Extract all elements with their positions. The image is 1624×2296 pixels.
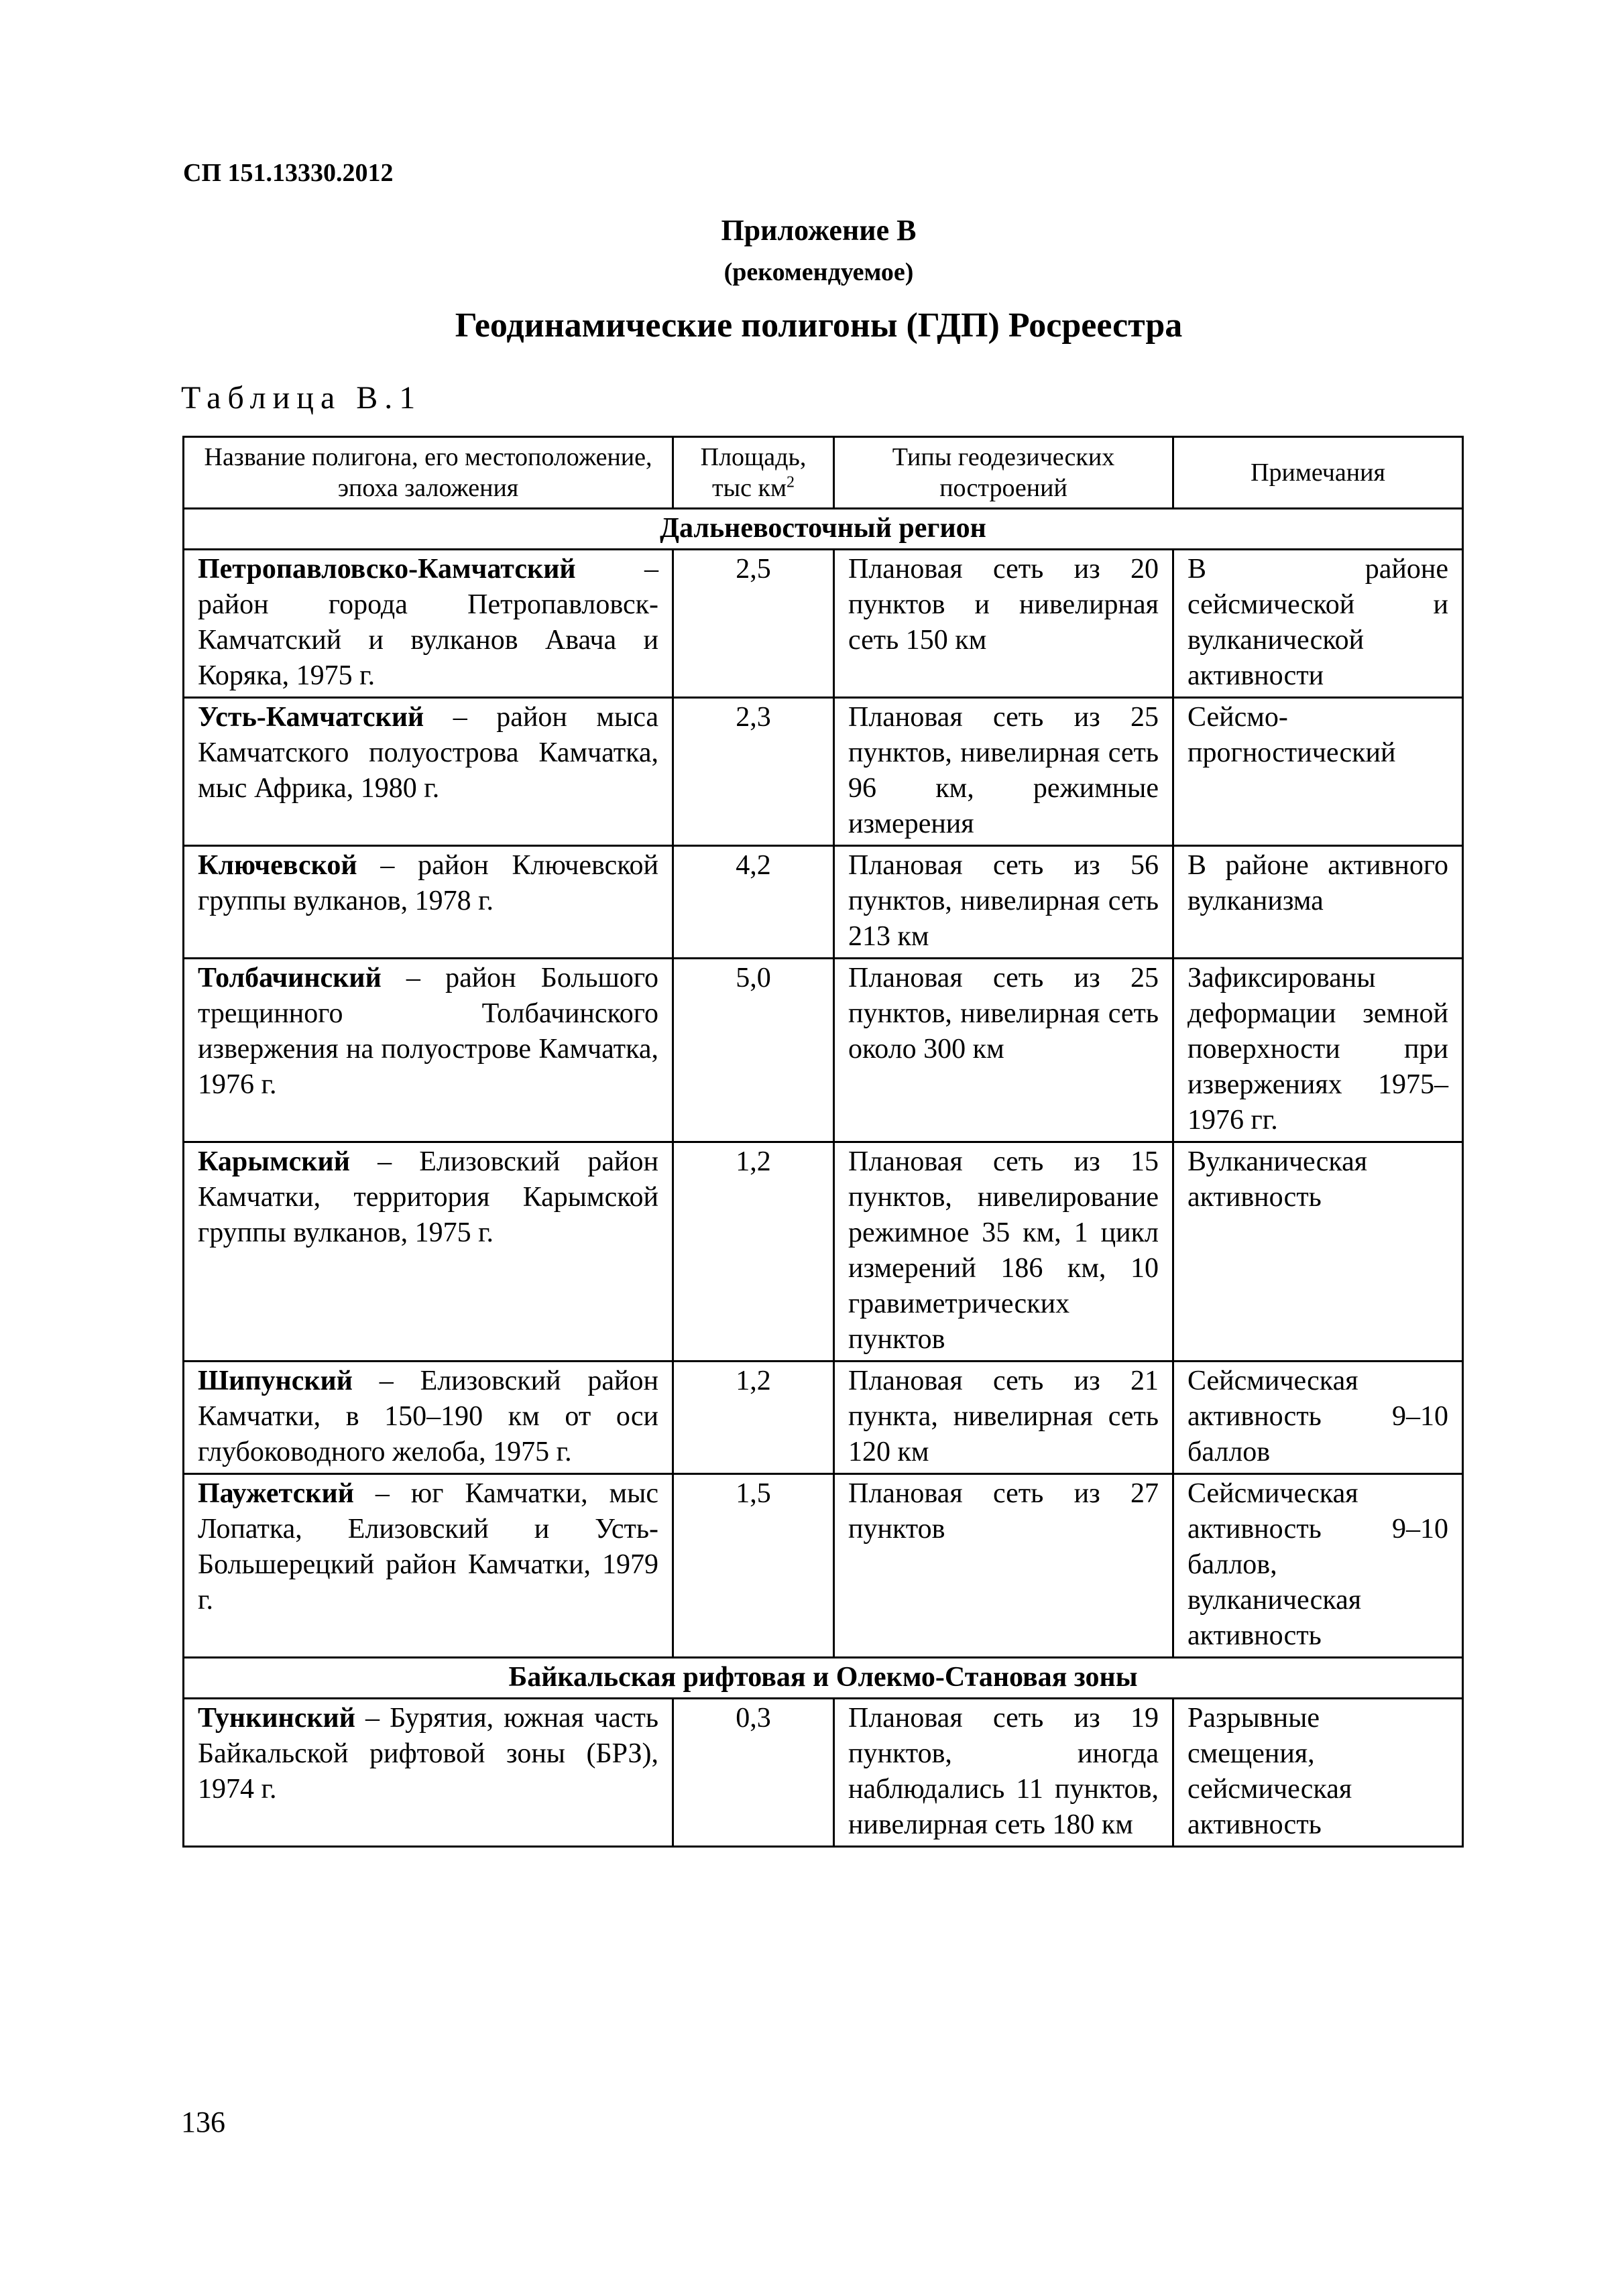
- polygon-area: 1,5: [673, 1474, 834, 1658]
- polygon-description: – район Большого трещинного Толбачинского извержения на полуострове Камчатка, 1976 г.: [198, 963, 658, 1100]
- polygon-name-cell: [184, 1142, 673, 1362]
- geodetic-types: Плановая сеть из 25 пунктов, нивелирная сеть около 300 км: [834, 959, 1173, 1142]
- column-header-area: Площадь, тыс $км^2$: [673, 437, 834, 509]
- region-title: Байкальская рифтовая и Олекмо-Становая зоны: [184, 1658, 1463, 1699]
- appendix-title: Приложение В: [721, 214, 917, 247]
- table-row: [184, 1142, 1463, 1362]
- document-code: СП 151.13330.2012: [183, 159, 394, 187]
- polygons-table: [182, 436, 1464, 1848]
- polygon-area: 2,5: [673, 550, 834, 698]
- polygon-name: Ключевской: [198, 850, 357, 881]
- polygon-name: Петропавловско-Камчатский: [198, 554, 576, 585]
- polygon-description: – Елизовский район Камчатки, территория Карымской группы вулканов, 1975 г.: [198, 1146, 658, 1248]
- polygon-notes: Сейсмо-прогностический: [1173, 698, 1463, 846]
- polygon-name-cell: [184, 1362, 673, 1474]
- table-caption: Таблица В.1: [181, 380, 422, 416]
- polygon-name: Толбачинский: [198, 963, 382, 993]
- geodetic-types: Плановая сеть из 21 пункта, нивелирная сеть 120 км: [834, 1362, 1173, 1474]
- polygon-notes: Вулканическая активность: [1173, 1142, 1463, 1362]
- polygon-name: Усть-Камчатский: [198, 702, 424, 733]
- polygon-area: 4,2: [673, 846, 834, 959]
- polygon-description: – район Ключевской группы вулканов, 1978 г.: [198, 850, 658, 916]
- table-header-row: [184, 437, 1463, 509]
- polygon-name: Паужетский: [198, 1478, 354, 1509]
- appendix-status: (рекомендуемое): [723, 258, 914, 286]
- column-header-name: Название полигона, его местоположение, эпоха заложения: [184, 437, 673, 509]
- geodetic-types: Плановая сеть из 20 пунктов и нивелирная сеть 150 км: [834, 550, 1173, 698]
- table-row: [184, 959, 1463, 1142]
- polygon-notes: Сейсмическая активность 9–10 баллов, вулканическая активность: [1173, 1474, 1463, 1658]
- table-row: [184, 1362, 1463, 1474]
- table-row: [184, 846, 1463, 959]
- page-title: Геодинамические полигоны (ГДП) Росреестра: [455, 306, 1183, 345]
- table-row: [184, 1474, 1463, 1658]
- polygon-name: Тункинский: [198, 1703, 355, 1734]
- table-row: [184, 698, 1463, 846]
- table-body: [184, 509, 1463, 1847]
- column-header-types: Типы геодезических построений: [834, 437, 1173, 509]
- polygon-notes: Зафиксированы деформации земной поверхности при извержениях 1975–1976 гг.: [1173, 959, 1463, 1142]
- page-number: 136: [181, 2106, 225, 2138]
- polygon-area: 1,2: [673, 1142, 834, 1362]
- geodetic-types: Плановая сеть из 56 пунктов, нивелирная сеть 213 км: [834, 846, 1173, 959]
- geodetic-types: Плановая сеть из 15 пунктов, нивелирование режимное 35 км, 1 цикл измерений 186 км, 10 гравиметрических пунктов: [834, 1142, 1173, 1362]
- polygon-name-cell: [184, 1474, 673, 1658]
- polygon-description: – Бурятия, южная часть Байкальской рифтовой зоны (БРЗ), 1974 г.: [198, 1703, 658, 1805]
- polygon-name-cell: [184, 846, 673, 959]
- column-header-notes: Примечания: [1173, 437, 1463, 509]
- region-header-row: [184, 509, 1463, 550]
- polygon-notes: Разрывные смещения, сейсмическая активность: [1173, 1699, 1463, 1847]
- polygon-notes: Сейсмическая активность 9–10 баллов: [1173, 1362, 1463, 1474]
- polygon-area: 2,3: [673, 698, 834, 846]
- polygon-name-cell: [184, 959, 673, 1142]
- polygon-name: Шипунский: [198, 1366, 353, 1396]
- region-title: Дальневосточный регион: [184, 509, 1463, 550]
- polygon-description: – Елизовский район Камчатки, в 150–190 км от оси глубоководного желоба, 1975 г.: [198, 1366, 658, 1467]
- table-row: [184, 550, 1463, 698]
- polygon-area: 0,3: [673, 1699, 834, 1847]
- polygon-name: Карымский: [198, 1146, 350, 1177]
- polygon-name-cell: [184, 698, 673, 846]
- geodetic-types: Плановая сеть из 25 пунктов, нивелирная сеть 96 км, режимные измерения: [834, 698, 1173, 846]
- polygon-area: 5,0: [673, 959, 834, 1142]
- region-header-row: [184, 1658, 1463, 1699]
- polygon-notes: В районе сейсмической и вулканической активности: [1173, 550, 1463, 698]
- table-row: [184, 1699, 1463, 1847]
- polygon-description: – район мыса Камчатского полуострова Камчатка, мыс Африка, 1980 г.: [198, 702, 658, 804]
- polygon-area: 1,2: [673, 1362, 834, 1474]
- polygon-name-cell: [184, 1699, 673, 1847]
- geodetic-types: Плановая сеть из 19 пунктов, иногда наблюдались 11 пунктов, нивелирная сеть 180 км: [834, 1699, 1173, 1847]
- polygon-description: – юг Камчатки, мыс Лопатка, Елизовский и Усть-Большерецкий район Камчатки, 1979 г.: [198, 1478, 658, 1616]
- polygon-name-cell: [184, 550, 673, 698]
- polygon-description: – район города Петропавловск-Камчатский и вулканов Авача и Коряка, 1975 г.: [198, 554, 658, 691]
- polygon-notes: В районе активного вулканизма: [1173, 846, 1463, 959]
- geodetic-types: Плановая сеть из 27 пунктов: [834, 1474, 1173, 1658]
